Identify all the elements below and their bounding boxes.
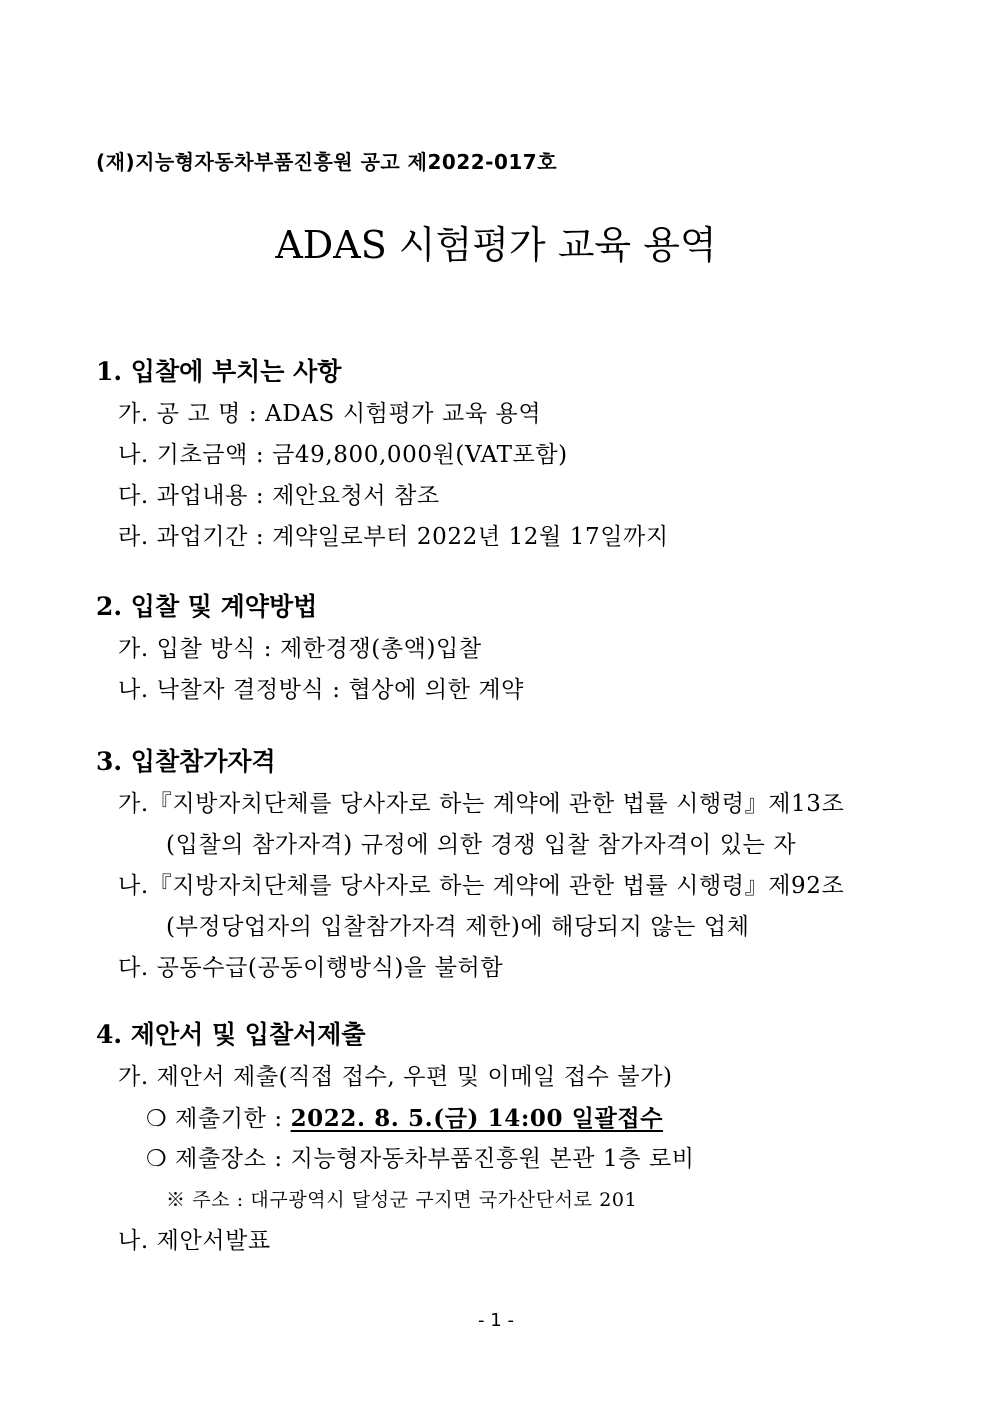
section-1 [96, 350, 916, 558]
list-item: 가.『지방자치단체를 당사자로 하는 계약에 관한 법률 시행령』제13조 [118, 791, 845, 817]
deadline-label: ❍ 제출기한 : [146, 1106, 291, 1132]
list-item: 라. 과업기간 : 계약일로부터 2022년 12월 17일까지 [118, 524, 669, 550]
list-item: 가. 입찰 방식 : 제한경쟁(총액)입찰 [118, 636, 482, 662]
section-heading: 1. 입찰에 부치는 사항 [96, 357, 342, 386]
address-note: ※ 주소 : 대구광역시 달성군 구지면 국가산단서로 201 [166, 1189, 638, 1211]
list-item: 나. 기초금액 : 금49,800,000원(VAT포함) [118, 442, 568, 468]
list-item: 나. 낙찰자 결정방식 : 협상에 의한 계약 [118, 677, 524, 703]
list-item: 다. 공동수급(공동이행방식)을 불허함 [118, 955, 504, 981]
section-heading: 3. 입찰참가자격 [96, 747, 276, 776]
notice-number: (재)지능형자동차부품진흥원 공고 제2022-017호 [96, 150, 558, 174]
section-heading: 2. 입찰 및 계약방법 [96, 592, 318, 621]
list-item-continuation: (입찰의 참가자격) 규정에 의한 경쟁 입찰 참가자격이 있는 자 [166, 832, 797, 858]
section-heading: 4. 제안서 및 입찰서제출 [96, 1020, 366, 1049]
deadline-value: 2022. 8. 5.(금) 14:00 일괄접수 [290, 1105, 664, 1132]
list-item: 나.『지방자치단체를 당사자로 하는 계약에 관한 법률 시행령』제92조 [118, 873, 845, 899]
section-2 [96, 585, 916, 711]
list-item: 나. 제안서발표 [118, 1228, 271, 1254]
list-item: 가. 공 고 명 : ADAS 시험평가 교육 용역 [118, 401, 542, 427]
list-item-continuation: (부정당업자의 입찰참가자격 제한)에 해당되지 않는 업체 [166, 914, 750, 940]
section-4 [96, 1013, 916, 1262]
section-3 [96, 740, 916, 989]
document-title: ADAS 시험평가 교육 용역 [275, 223, 717, 267]
page-number: - 1 - [478, 1310, 514, 1331]
list-item: 다. 과업내용 : 제안요청서 참조 [118, 483, 440, 509]
list-item: 가. 제안서 제출(직접 접수, 우편 및 이메일 접수 불가) [118, 1064, 673, 1090]
place-item: ❍ 제출장소 : 지능형자동차부품진흥원 본관 1층 로비 [146, 1146, 695, 1172]
deadline-item [96, 1098, 916, 1139]
